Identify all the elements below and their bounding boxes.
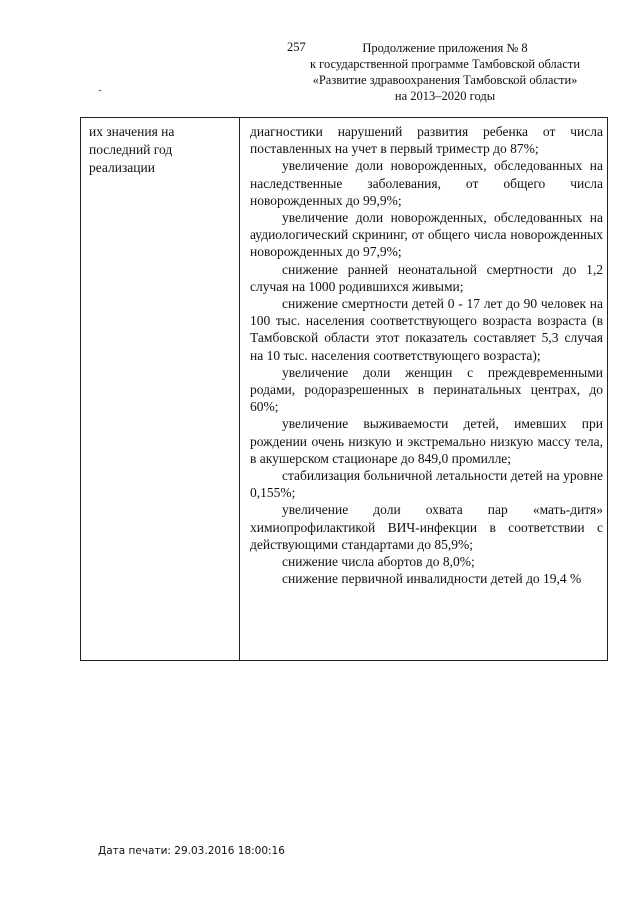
paragraph-abortions: снижение числа абортов до 8,0%; xyxy=(282,554,475,570)
paragraph-hiv-prophylaxis: увеличение доли охвата пар «мать-дитя» химиопрофилактикой ВИЧ-инфекции в соответствии с действующими стандартами до 85,9%; xyxy=(250,502,603,552)
label-text xyxy=(81,118,239,177)
paragraph-disability: снижение первичной инвалидности детей до 19,4 % xyxy=(282,571,582,587)
paragraph-hospital-mortality: стабилизация больничной летальности детей на уровне 0,155%; xyxy=(250,468,603,501)
paragraph-premature-births: увеличение доли женщин с преждевременными родами, родоразрешенных в перинатальных центрах, до 60%; xyxy=(250,364,603,415)
content-text xyxy=(240,118,607,587)
paragraph-survival-rate: увеличение выживаемости детей, имевших при рождении очень низкую и экстремально низкую массу тела, в акушерском стационаре до 849,0 промилле; xyxy=(250,416,603,466)
header-line-program: к государственной программе Тамбовской области xyxy=(309,57,581,71)
paragraph-audiological-screening: увеличение доли новорожденных, обследованных на аудиологический скрининг, от общего числа новорожденных новорожденных до 97,9%; xyxy=(250,210,603,260)
label-line: последний год xyxy=(89,142,173,157)
paragraph-hereditary-screening: увеличение доли новорожденных, обследованных на наследственные заболевания, от общего числа новорожденных до 99,9%; xyxy=(250,158,603,208)
header-line-program-title: «Развитие здравоохранения Тамбовской области» xyxy=(312,73,578,87)
paragraph-diagnostics: диагностики нарушений развития ребенка от числа поставленных на учет в первый триместр до 87%; xyxy=(250,124,603,157)
content-cell xyxy=(240,118,608,661)
paragraph-neonatal-mortality: снижение ранней неонатальной смертности до 1,2 случая на 1000 родившихся живыми; xyxy=(250,261,603,294)
label-cell xyxy=(81,118,240,661)
indicators-table xyxy=(80,117,608,661)
label-line: их значения на xyxy=(89,124,175,139)
margin-mark: - xyxy=(96,83,104,97)
table-row xyxy=(81,118,608,661)
print-date: Дата печати: 29.03.2016 18:00:16 xyxy=(98,845,285,857)
header-line-continuation: Продолжение приложения № 8 xyxy=(362,41,528,55)
page-number: 257 xyxy=(287,40,306,54)
label-line: реализации xyxy=(89,160,155,175)
paragraph-child-mortality: снижение смертности детей 0 - 17 лет до 90 человек на 100 тыс. населения соответствующего возраста возраста (в Тамбовской области этот показатель составляет 5,3 случая на 10 тыс. населения соответствующего возраста); xyxy=(250,296,603,363)
header-line-years: на 2013–2020 годы xyxy=(394,89,496,103)
appendix-header xyxy=(300,40,590,104)
